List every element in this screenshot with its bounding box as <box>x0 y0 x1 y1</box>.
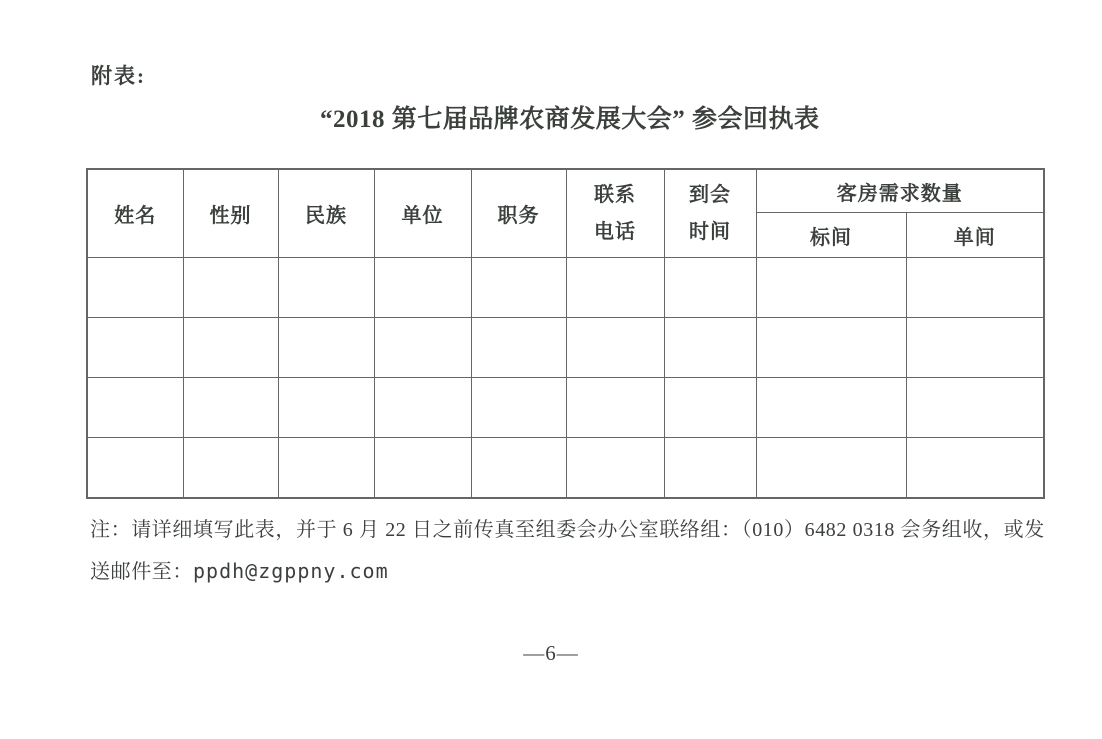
col-header-organization: 单位 <box>374 169 471 258</box>
empty-cell <box>471 378 566 438</box>
empty-cell <box>566 318 664 378</box>
empty-cell <box>374 378 471 438</box>
col-header-position: 职务 <box>471 169 566 258</box>
empty-cell <box>566 438 664 499</box>
empty-cell <box>566 378 664 438</box>
note-line-2 <box>90 555 1045 584</box>
table-body <box>87 258 1044 499</box>
empty-cell <box>374 258 471 318</box>
reply-form-table <box>86 168 1045 499</box>
empty-cell <box>374 318 471 378</box>
table-row <box>87 258 1044 318</box>
col-header-standard-room: 标间 <box>756 213 906 258</box>
empty-cell <box>183 258 278 318</box>
page-number: —6— <box>523 641 579 665</box>
empty-cell <box>664 258 756 318</box>
empty-cell <box>87 318 183 378</box>
col-header-ethnicity: 民族 <box>278 169 374 258</box>
attachment-label: 附表: <box>91 64 146 88</box>
arrival-time-line-1: 到会 <box>689 183 731 206</box>
empty-cell <box>183 438 278 499</box>
empty-cell <box>906 318 1044 378</box>
note-email: ppdh@zgppny.com <box>193 559 389 583</box>
empty-cell <box>183 378 278 438</box>
empty-cell <box>906 258 1044 318</box>
empty-cell <box>664 318 756 378</box>
empty-cell <box>374 438 471 499</box>
empty-cell <box>471 258 566 318</box>
empty-cell <box>756 438 906 499</box>
empty-cell <box>87 438 183 499</box>
empty-cell <box>664 378 756 438</box>
empty-cell <box>87 258 183 318</box>
note-line-2-prefix: 送邮件至： <box>90 561 193 583</box>
contact-phone-line-1: 联系 <box>594 183 636 206</box>
empty-cell <box>756 318 906 378</box>
col-header-name: 姓名 <box>87 169 183 258</box>
table-row <box>87 438 1044 499</box>
note-block <box>90 513 1045 584</box>
empty-cell <box>183 318 278 378</box>
col-header-contact-phone <box>566 169 664 258</box>
arrival-time-line-2: 时间 <box>689 220 731 243</box>
table-header-row <box>87 169 1044 213</box>
contact-phone-line-2: 电话 <box>594 220 636 243</box>
col-header-gender: 性别 <box>183 169 278 258</box>
empty-cell <box>906 378 1044 438</box>
empty-cell <box>756 258 906 318</box>
empty-cell <box>566 258 664 318</box>
col-header-single-room: 单间 <box>906 213 1044 258</box>
empty-cell <box>471 438 566 499</box>
empty-cell <box>756 378 906 438</box>
table-row <box>87 378 1044 438</box>
table-row <box>87 318 1044 378</box>
empty-cell <box>278 318 374 378</box>
page-title: “2018 第七届品牌农商发展大会” 参会回执表 <box>320 106 820 133</box>
empty-cell <box>278 378 374 438</box>
note-line-1: 注：请详细填写此表，并于 6 月 22 日之前传真至组委会办公室联络组：（010）6482 0318 会务组收，或发 <box>90 519 1045 541</box>
empty-cell <box>278 258 374 318</box>
empty-cell <box>87 378 183 438</box>
col-header-arrival-time <box>664 169 756 258</box>
empty-cell <box>471 318 566 378</box>
empty-cell <box>278 438 374 499</box>
col-header-room-demand: 客房需求数量 <box>756 169 1044 213</box>
empty-cell <box>906 438 1044 499</box>
empty-cell <box>664 438 756 499</box>
